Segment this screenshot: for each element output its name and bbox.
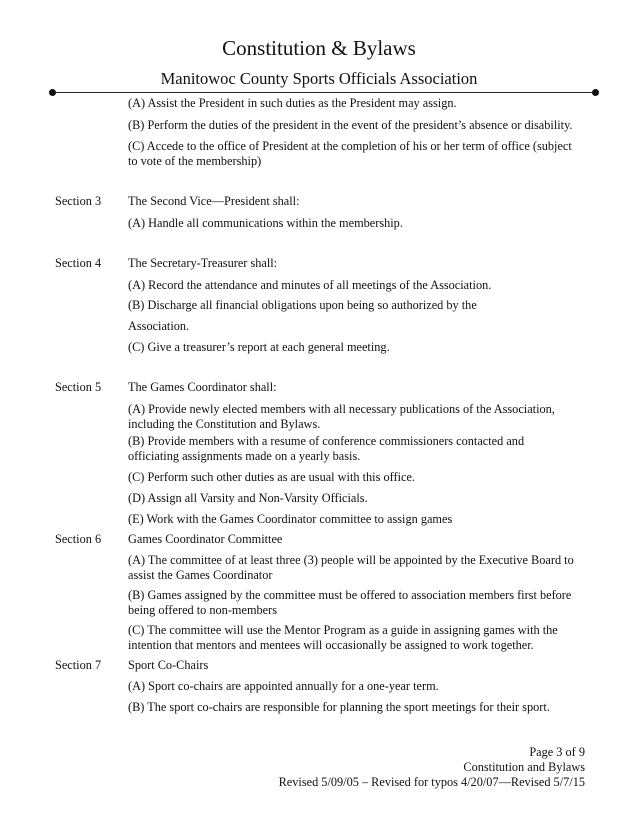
header-rule-left-dot (49, 89, 56, 96)
section-5-item: (C) Perform such other duties as are usual with this office. (128, 470, 415, 484)
section-6-item: being offered to non-members (128, 603, 277, 617)
section-6-item: (A) The committee of at least three (3) people will be appointed by the Executive Board to (128, 553, 574, 567)
section-6-item: assist the Games Coordinator (128, 568, 273, 582)
section-4-heading: The Secretary-Treasurer shall: (128, 256, 278, 270)
intro-item-a: (A) Assist the President in such duties as the President may assign. (128, 96, 457, 110)
intro-item-c: (C) Accede to the office of President at the completion of his or her term of office (subject (128, 139, 572, 153)
page-title: Constitution & Bylaws (222, 36, 416, 60)
section-3-heading: The Second Vice—President shall: (128, 194, 300, 208)
footer-page-number: Page 3 of 9 (529, 745, 585, 759)
section-3-item: (A) Handle all communications within the membership. (128, 216, 403, 230)
header-rule-right-dot (592, 89, 599, 96)
section-6-heading: Games Coordinator Committee (128, 532, 283, 546)
section-7-item: (A) Sport co-chairs are appointed annually for a one-year term. (128, 679, 439, 693)
section-4-item: (A) Record the attendance and minutes of all meetings of the Association. (128, 278, 492, 292)
page-subtitle: Manitowoc County Sports Officials Association (160, 69, 478, 88)
section-6-item: intention that mentors and mentees will occasionally be assigned to work together. (128, 638, 534, 652)
header-rule (52, 92, 596, 93)
section-6-label: Section 6 (55, 532, 102, 546)
section-5-item: (E) Work with the Games Coordinator committee to assign games (128, 512, 453, 526)
section-7-label: Section 7 (55, 658, 102, 672)
section-5-item: (B) Provide members with a resume of conference commissioners contacted and (128, 434, 525, 448)
intro-item-c-cont: to vote of the membership) (128, 154, 262, 168)
section-3-label: Section 3 (55, 194, 102, 208)
section-4-item: (B) Discharge all financial obligations upon being so authorized by the (128, 298, 477, 312)
section-7-heading: Sport Co-Chairs (128, 658, 209, 672)
intro-item-b: (B) Perform the duties of the president in the event of the president’s absence or disability. (128, 118, 573, 132)
footer-revision: Revised 5/09/05 – Revised for typos 4/20/07—Revised 5/7/15 (278, 775, 585, 789)
section-5-heading: The Games Coordinator shall: (128, 380, 277, 394)
section-6-item: (C) The committee will use the Mentor Program as a guide in assigning games with the (128, 623, 558, 637)
footer-doc-title: Constitution and Bylaws (463, 760, 585, 774)
section-4-item: Association. (128, 319, 190, 333)
section-5-item: officiating assignments made on a yearly basis. (128, 449, 361, 463)
section-4-item: (C) Give a treasurer’s report at each general meeting. (128, 340, 390, 354)
section-5-item: including the Constitution and Bylaws. (128, 417, 321, 431)
section-6-item: (B) Games assigned by the committee must be offered to association members first before (128, 588, 572, 602)
section-7-item: (B) The sport co-chairs are responsible for planning the sport meetings for their sport. (128, 700, 550, 714)
section-4-label: Section 4 (55, 256, 102, 270)
section-5-label: Section 5 (55, 380, 102, 394)
section-5-item: (A) Provide newly elected members with all necessary publications of the Association, (128, 402, 555, 416)
section-5-item: (D) Assign all Varsity and Non-Varsity Officials. (128, 491, 368, 505)
